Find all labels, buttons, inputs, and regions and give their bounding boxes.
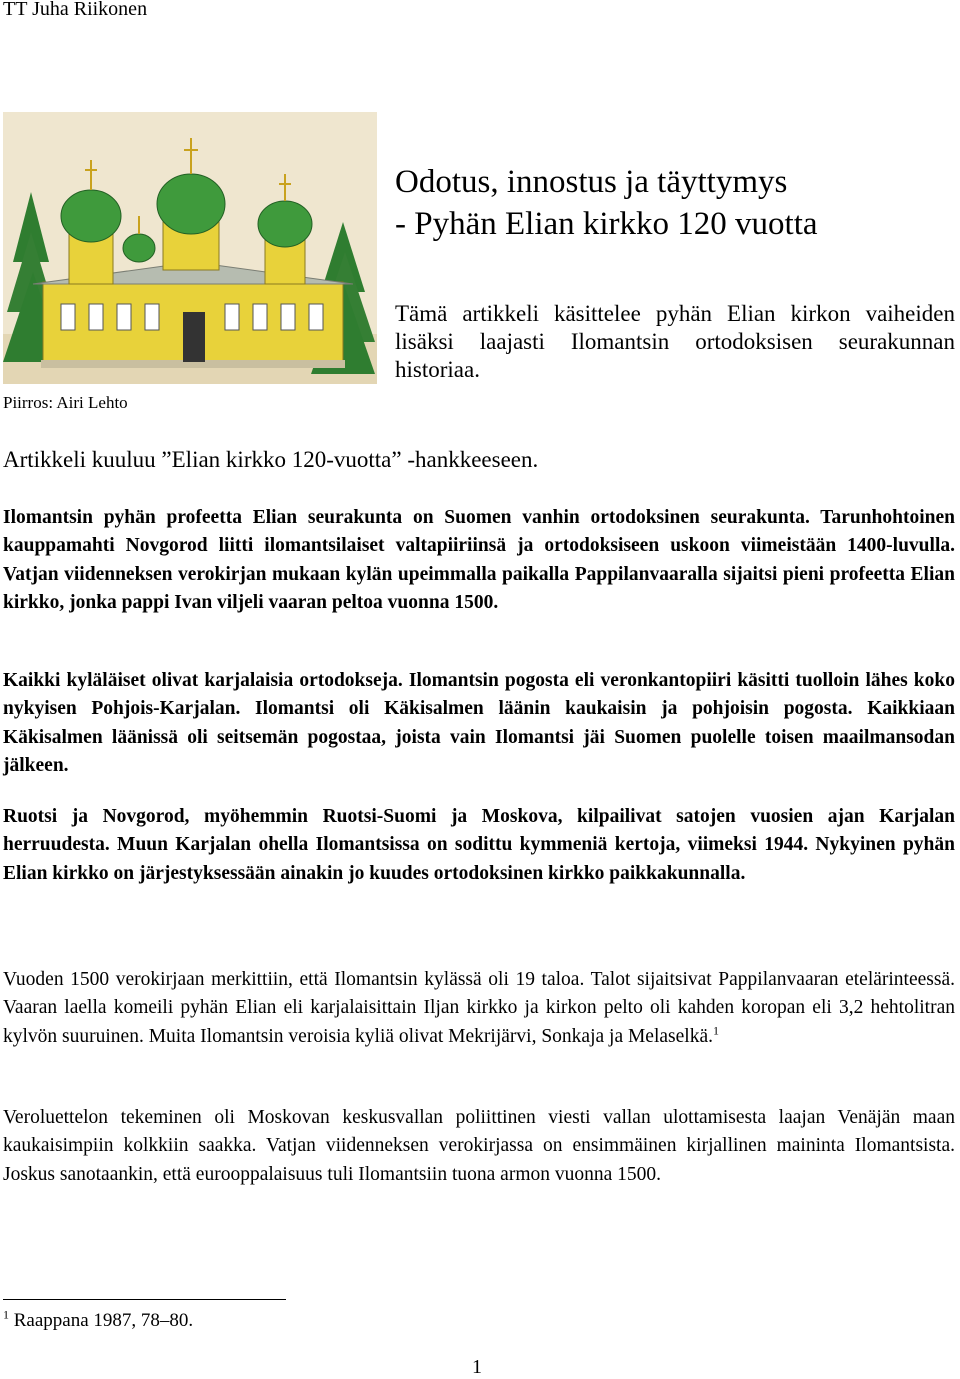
bold-paragraph-3: Ruotsi ja Novgorod, myöhemmin Ruotsi-Suomi ja Moskova, kilpailivat satojen vuosien ajan Karjalan herruudesta. Muun Karjalan ohella Ilomantsissa on sodittu kymmeniä kertoja, viimeksi 1944. Nykyinen pyhän Elian kirkko on järjestyksessään ainakin jo kuudes ortodoksinen kirkko paikkakunnalla. [3,806,955,884]
page-number: 1 [472,1356,482,1378]
title-line-2: - Pyhän Elian kirkko 120 vuotta [395,206,818,242]
bold-paragraph-2: Kaikki kyläläiset olivat karjalaisia ortodokseja. Ilomantsin pogosta eli veronkantopiiri käsitti tuolloin lähes koko nykyisen Pohjois-Karjalan. Ilomantsi oli Käkisalmen läänin kaukaisin ja pohjoisin pogosta. Kaikkiaan Käkisalmen läänissä oli seitsemän pogostaa, joista vain Ilomantsi jäi Suomen puolelle toisen maailmansodan jälkeen. [3,670,955,777]
bold-paragraph-1: Ilomantsin pyhän profeetta Elian seurakunta on Suomen vanhin ortodoksinen seurakunta. Tarunhohtoinen kauppamahti Novgorod liitti ilomantsilaiset valtapiiriinsä ja ortodoksiseen uskoon viimeistään 1400-luvulla. Vatjan viidenneksen verokirjan mukaan kylän upeimmalla paikalla Pappilanvaaralla sijaitsi pieni profeetta Elian kirkko, jonka pappi Ivan viljeli vaaran peltoa vuonna 1500. [3,507,955,614]
paragraph-4 [3,966,955,1051]
title-line-1: Odotus, innostus ja täyttymys [395,164,788,200]
footnote-text: Raappana 1987, 78–80. [13,1310,194,1331]
article-intro: Tämä artikkeli käsittelee pyhän Elian kirkon vaiheiden lisäksi laajasti Ilomantsin ortodoksisen seurakunnan historiaa. [395,301,955,382]
footnote [3,1307,194,1332]
paragraph-4-text: Vuoden 1500 verokirjaan merkittiin, että Ilomantsin kylässä oli 19 taloa. Talot sijaitsivat Pappilanvaaran etelärinteessä. Vaaran laella komeili pyhän Elian eli karjalaisittain Iljan kirkko ja kirkon pelto oli kahden koropan eli 3,2 hehtolitran kylvön suuruinen. Muita Ilomantsin veroisia kyliä olivat Mekrijärvi, Sonkaja ja Melaselkä. [3,969,955,1047]
article-title [395,161,955,245]
footnote-reference[interactable]: 1 [712,1023,719,1038]
paragraph-5: Veroluettelon tekeminen oli Moskovan keskusvallan poliittinen viesti vallan ulottamisesta laajan Venäjän maan kaukaisimpiin kolkkiin saakka. Vatjan viidenneksen verokirjassa on ensimmäinen kirjallinen maininta Ilomantsista. Joskus sanotaankin, että eurooppalaisuus tuli Ilomantsiin tuona armon vuonna 1500. [3,1107,955,1185]
author-name: TT Juha Riikonen [3,0,148,20]
church-drawing-icon [3,112,377,384]
illustration-caption: Piirros: Airi Lehto [3,393,128,412]
footnote-divider [3,1299,286,1300]
project-note: Artikkeli kuuluu ”Elian kirkko 120-vuotta” -hankkeeseen. [3,447,539,472]
footnote-marker: 1 [3,1307,9,1322]
